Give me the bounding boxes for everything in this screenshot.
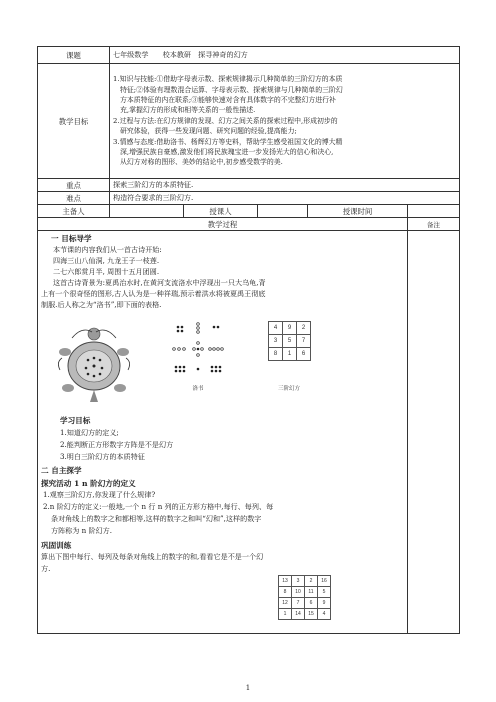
poem-line-2: 二七六郎赏月半, 周围十五月团圆.	[53, 267, 160, 276]
difficulty-value: 构造符合要求的三阶幻方.	[110, 192, 460, 205]
magic4-cell: 13	[279, 576, 292, 587]
story-line-2: 上有一个很奇怪的图形,古人认为是一种祥瑞,预示着洪水将被夏禹王彻底	[41, 289, 266, 298]
magic4-cell: 8	[279, 587, 292, 598]
objective-line: 充,掌握幻方的形成和相等关系的一般性描述.	[120, 106, 256, 115]
definition-line-1: 2.n 阶幻方的定义:一般地,一个 n 行 n 列的正方形方格中,每行、每列、每	[43, 502, 274, 511]
objectives-cell	[110, 64, 460, 179]
objective-line: 研究体验，获得一些发现问题、研究问题的经验,提高能力;	[120, 127, 297, 136]
practice-line-2: 方.	[41, 564, 51, 573]
goals-title: 学习目标	[60, 416, 91, 425]
preparer-label: 主备人	[38, 205, 110, 218]
magic3-cell: 5	[283, 335, 297, 348]
magic3-cell: 9	[283, 322, 297, 335]
process-label: 教学过程	[38, 218, 408, 231]
course-label: 课题	[38, 47, 110, 64]
poem-line-1: 四海三山八仙洞, 九龙王子一枝莲.	[53, 256, 160, 265]
practice-title: 巩固训练	[41, 541, 72, 550]
activity-title: 探究活动 1 n 阶幻方的定义	[41, 479, 136, 488]
magic4-cell: 14	[292, 609, 305, 620]
magic-square-4x4	[278, 575, 331, 620]
question-1: 1.观察三阶幻方,你发现了什么规律?	[43, 490, 156, 499]
course-value: 七年级数学 校本教研 探寻神奇的幻方	[110, 47, 460, 64]
magic3-cell: 3	[269, 335, 283, 348]
objective-line: 2.过程与方法:在幻方规律的发现、幻方之间关系的探索过程中,形成初步的	[113, 116, 338, 125]
magic-square-caption: 三阶幻方	[277, 386, 300, 392]
magic4-cell: 9	[318, 598, 331, 609]
magic-square-3x3	[268, 321, 311, 361]
magic4-cell: 6	[305, 598, 318, 609]
objective-line: 从幻方对称的图形、美妙的结论中,初步感受数学的美.	[120, 158, 283, 167]
magic3-cell: 4	[269, 322, 283, 335]
magic4-cell: 16	[318, 576, 331, 587]
luoshu-diagram	[170, 319, 226, 381]
goal-3: 3.明白三阶幻方的本质特征	[60, 452, 145, 461]
story-line-1: 这首古诗背景为:夏禹治水时,在黄河支流洛水中浮现出一只大乌龟,背	[53, 278, 266, 287]
focus-value: 探索三阶幻方的本质特征.	[110, 179, 460, 192]
time-value	[408, 205, 460, 218]
goal-1: 1.知道幻方的定义;	[60, 428, 119, 437]
notes-label: 备注	[408, 218, 460, 231]
objective-line: 方本质特征的内在联系;③能够快速对含有具体数字的不完整幻方进行补	[120, 96, 336, 105]
magic3-cell: 6	[297, 348, 311, 361]
objective-line: 3.情感与态度:借助洛书、杨辉幻方等史料，帮助学生感受祖国文化的博大精	[113, 137, 343, 146]
teacher-label: 授课人	[184, 205, 258, 218]
magic4-cell: 12	[279, 598, 292, 609]
goal-2: 2.能判断正方形数字方阵是不是幻方	[60, 440, 174, 449]
luoshu-caption: 洛书	[192, 386, 204, 392]
objective-line: 深,增强民族自豪感,激发他们将民族瑰宝进一步发扬光大的信心和决心,	[120, 147, 334, 156]
objective-line: 特征;②体验有理数混合运算、字母表示数、探索规律与几种简单的三阶幻	[120, 85, 343, 94]
definition-line-2: 条对角线上的数字之和都相等,这样的数字之和叫“幻和”,这样的数字	[51, 514, 262, 523]
difficulty-label: 难点	[38, 192, 110, 205]
objective-line: 1.知识与技能:①借助字母表示数、探索规律揭示几种简单的三阶幻方的本质	[113, 75, 343, 84]
focus-label: 重点	[38, 179, 110, 192]
section2-title: 二 自主探学	[41, 466, 82, 475]
story-line-3: 制服.后人称之为“洛书”,即下面的表格.	[41, 300, 162, 309]
magic4-cell: 10	[292, 587, 305, 598]
time-label: 授课时间	[308, 205, 408, 218]
page-number: 1	[245, 684, 251, 692]
preparer-value	[110, 205, 184, 218]
magic3-cell: 8	[269, 348, 283, 361]
definition-line-3: 方阵称为 n 阶幻方.	[51, 526, 112, 535]
magic4-cell: 5	[318, 587, 331, 598]
magic3-cell: 2	[297, 322, 311, 335]
magic4-cell: 2	[305, 576, 318, 587]
practice-line-1: 算出下图中每行、每列及每条对角线上的数字的和,看看它是不是一个幻	[41, 552, 264, 561]
notes-column	[408, 231, 460, 634]
magic4-cell: 15	[305, 609, 318, 620]
process-body	[38, 231, 408, 634]
magic4-cell: 4	[318, 609, 331, 620]
objectives-label: 教学目标	[38, 64, 110, 179]
magic4-cell: 7	[292, 598, 305, 609]
turtle-image	[52, 318, 136, 404]
magic4-cell: 1	[279, 609, 292, 620]
magic3-cell: 1	[283, 348, 297, 361]
magic4-cell: 11	[305, 587, 318, 598]
section1-title: 一 目标导学	[51, 234, 92, 243]
intro-text: 本节课的内容我们从一首古诗开始:	[53, 245, 162, 254]
teacher-value	[258, 205, 308, 218]
lesson-plan-table	[37, 46, 460, 634]
magic4-cell: 3	[292, 576, 305, 587]
magic3-cell: 7	[297, 335, 311, 348]
